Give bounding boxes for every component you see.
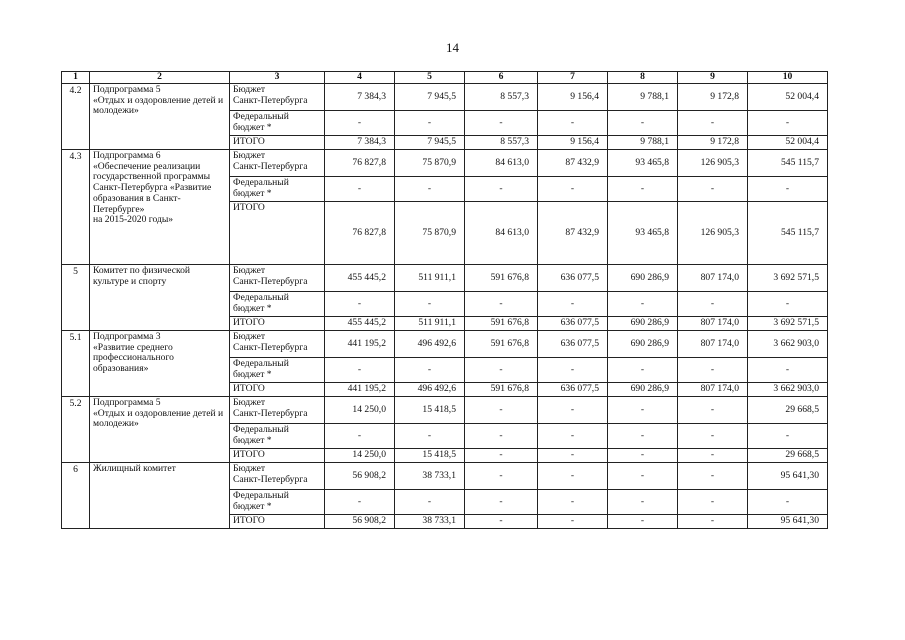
value-cell: - bbox=[748, 292, 828, 317]
value-cell: 87 432,9 bbox=[538, 150, 608, 177]
value-cell: 29 668,5 bbox=[748, 397, 828, 424]
value-cell: - bbox=[538, 111, 608, 136]
value-cell: - bbox=[678, 449, 748, 463]
value-cell: 455 445,2 bbox=[325, 317, 395, 331]
value-cell: 496 492,6 bbox=[395, 331, 465, 358]
value-cell: 496 492,6 bbox=[395, 383, 465, 397]
value-cell: - bbox=[538, 463, 608, 490]
value-cell: - bbox=[678, 111, 748, 136]
value-cell: - bbox=[465, 111, 538, 136]
value-cell: - bbox=[465, 424, 538, 449]
value-cell: - bbox=[678, 397, 748, 424]
funding-source: Бюджет Санкт-Петербурга bbox=[230, 84, 325, 111]
value-cell: - bbox=[395, 292, 465, 317]
value-cell: 76 827,8 bbox=[325, 202, 395, 265]
value-cell: - bbox=[678, 358, 748, 383]
value-cell: - bbox=[465, 449, 538, 463]
funding-source: ИТОГО bbox=[230, 383, 325, 397]
budget-table bbox=[61, 71, 828, 529]
value-cell: 38 733,1 bbox=[395, 463, 465, 490]
column-header-6: 6 bbox=[465, 72, 538, 84]
value-cell: 56 908,2 bbox=[325, 463, 395, 490]
table-row bbox=[62, 397, 828, 424]
value-cell: 591 676,8 bbox=[465, 317, 538, 331]
row-code: 4.2 bbox=[62, 84, 90, 150]
value-cell: 15 418,5 bbox=[395, 449, 465, 463]
value-cell: - bbox=[608, 397, 678, 424]
value-cell: 690 286,9 bbox=[608, 265, 678, 292]
value-cell: - bbox=[678, 424, 748, 449]
value-cell: - bbox=[748, 490, 828, 515]
value-cell: 591 676,8 bbox=[465, 265, 538, 292]
value-cell: 76 827,8 bbox=[325, 150, 395, 177]
value-cell: - bbox=[538, 292, 608, 317]
table-row bbox=[62, 463, 828, 490]
funding-source: Федеральный бюджет * bbox=[230, 177, 325, 202]
value-cell: 93 465,8 bbox=[608, 150, 678, 177]
column-header-9: 9 bbox=[678, 72, 748, 84]
value-cell: 7 945,5 bbox=[395, 136, 465, 150]
funding-source: Бюджет Санкт-Петербурга bbox=[230, 463, 325, 490]
funding-source: Бюджет Санкт-Петербурга bbox=[230, 150, 325, 177]
value-cell: - bbox=[538, 449, 608, 463]
value-cell: 52 004,4 bbox=[748, 136, 828, 150]
value-cell: 807 174,0 bbox=[678, 265, 748, 292]
value-cell: - bbox=[395, 177, 465, 202]
value-cell: - bbox=[538, 515, 608, 529]
page-number: 14 bbox=[446, 40, 459, 55]
funding-source: Федеральный бюджет * bbox=[230, 358, 325, 383]
value-cell: 8 557,3 bbox=[465, 84, 538, 111]
funding-source: ИТОГО bbox=[230, 449, 325, 463]
value-cell: 126 905,3 bbox=[678, 150, 748, 177]
value-cell: - bbox=[678, 177, 748, 202]
value-cell: 807 174,0 bbox=[678, 317, 748, 331]
row-code: 5.1 bbox=[62, 331, 90, 397]
value-cell: - bbox=[608, 449, 678, 463]
value-cell: - bbox=[395, 111, 465, 136]
value-cell: 690 286,9 bbox=[608, 331, 678, 358]
value-cell: - bbox=[395, 490, 465, 515]
value-cell: 7 384,3 bbox=[325, 136, 395, 150]
funding-source: ИТОГО bbox=[230, 317, 325, 331]
funding-source: Бюджет Санкт-Петербурга bbox=[230, 397, 325, 424]
value-cell: 75 870,9 bbox=[395, 150, 465, 177]
column-header-10: 10 bbox=[748, 72, 828, 84]
value-cell: - bbox=[325, 490, 395, 515]
value-cell: - bbox=[678, 490, 748, 515]
value-cell: 690 286,9 bbox=[608, 383, 678, 397]
column-header-7: 7 bbox=[538, 72, 608, 84]
value-cell: 14 250,0 bbox=[325, 449, 395, 463]
table-row bbox=[62, 84, 828, 111]
value-cell: 3 692 571,5 bbox=[748, 265, 828, 292]
value-cell: 9 156,4 bbox=[538, 84, 608, 111]
value-cell: - bbox=[465, 490, 538, 515]
value-cell: - bbox=[465, 463, 538, 490]
value-cell: - bbox=[465, 177, 538, 202]
row-program-name: Жилищный комитет bbox=[90, 463, 230, 529]
value-cell: 84 613,0 bbox=[465, 150, 538, 177]
table-row bbox=[62, 265, 828, 292]
value-cell: 52 004,4 bbox=[748, 84, 828, 111]
value-cell: 9 172,8 bbox=[678, 136, 748, 150]
row-code: 4.3 bbox=[62, 150, 90, 265]
value-cell: 455 445,2 bbox=[325, 265, 395, 292]
funding-source: Федеральный бюджет * bbox=[230, 111, 325, 136]
value-cell: 7 945,5 bbox=[395, 84, 465, 111]
value-cell: 8 557,3 bbox=[465, 136, 538, 150]
value-cell: 545 115,7 bbox=[748, 202, 828, 265]
value-cell: 636 077,5 bbox=[538, 331, 608, 358]
row-program-name: Подпрограмма 6 «Обеспечение реализации государственной программы Санкт-Петербурга «Развитие образования в Санкт-Петербурге» на 2015-2020 годы» bbox=[90, 150, 230, 265]
row-program-name: Подпрограмма 5 «Отдых и оздоровление детей и молодежи» bbox=[90, 84, 230, 150]
funding-source: Бюджет Санкт-Петербурга bbox=[230, 331, 325, 358]
row-code: 5.2 bbox=[62, 397, 90, 463]
value-cell: - bbox=[325, 292, 395, 317]
value-cell: - bbox=[608, 515, 678, 529]
table-body bbox=[62, 84, 828, 529]
value-cell: 591 676,8 bbox=[465, 331, 538, 358]
value-cell: - bbox=[538, 424, 608, 449]
value-cell: 56 908,2 bbox=[325, 515, 395, 529]
value-cell: 690 286,9 bbox=[608, 317, 678, 331]
value-cell: - bbox=[608, 177, 678, 202]
value-cell: - bbox=[325, 424, 395, 449]
value-cell: - bbox=[538, 490, 608, 515]
value-cell: 95 641,30 bbox=[748, 515, 828, 529]
value-cell: - bbox=[608, 424, 678, 449]
value-cell: - bbox=[748, 111, 828, 136]
value-cell: 441 195,2 bbox=[325, 331, 395, 358]
value-cell: 9 788,1 bbox=[608, 136, 678, 150]
value-cell: 511 911,1 bbox=[395, 317, 465, 331]
value-cell: 38 733,1 bbox=[395, 515, 465, 529]
value-cell: 636 077,5 bbox=[538, 317, 608, 331]
value-cell: - bbox=[608, 111, 678, 136]
value-cell: 84 613,0 bbox=[465, 202, 538, 265]
value-cell: 3 662 903,0 bbox=[748, 331, 828, 358]
value-cell: 3 662 903,0 bbox=[748, 383, 828, 397]
value-cell: 591 676,8 bbox=[465, 383, 538, 397]
value-cell: - bbox=[538, 358, 608, 383]
funding-source: Бюджет Санкт-Петербурга bbox=[230, 265, 325, 292]
column-header-8: 8 bbox=[608, 72, 678, 84]
value-cell: - bbox=[748, 424, 828, 449]
value-cell: - bbox=[465, 515, 538, 529]
value-cell: 807 174,0 bbox=[678, 331, 748, 358]
funding-source: ИТОГО bbox=[230, 515, 325, 529]
value-cell: - bbox=[325, 358, 395, 383]
value-cell: 14 250,0 bbox=[325, 397, 395, 424]
value-cell: 29 668,5 bbox=[748, 449, 828, 463]
value-cell: 636 077,5 bbox=[538, 265, 608, 292]
value-cell: 9 156,4 bbox=[538, 136, 608, 150]
value-cell: 9 788,1 bbox=[608, 84, 678, 111]
value-cell: 511 911,1 bbox=[395, 265, 465, 292]
value-cell: - bbox=[608, 358, 678, 383]
value-cell: 95 641,30 bbox=[748, 463, 828, 490]
funding-source: Федеральный бюджет * bbox=[230, 490, 325, 515]
value-cell: 7 384,3 bbox=[325, 84, 395, 111]
value-cell: - bbox=[678, 463, 748, 490]
table-row bbox=[62, 331, 828, 358]
value-cell: 87 432,9 bbox=[538, 202, 608, 265]
value-cell: 636 077,5 bbox=[538, 383, 608, 397]
value-cell: - bbox=[748, 358, 828, 383]
row-program-name: Комитет по физической культуре и спорту bbox=[90, 265, 230, 331]
value-cell: - bbox=[325, 177, 395, 202]
value-cell: - bbox=[678, 515, 748, 529]
value-cell: - bbox=[465, 292, 538, 317]
value-cell: - bbox=[678, 292, 748, 317]
row-program-name: Подпрограмма 3 «Развитие среднего профессионального образования» bbox=[90, 331, 230, 397]
value-cell: - bbox=[608, 463, 678, 490]
row-code: 6 bbox=[62, 463, 90, 529]
funding-source: ИТОГО bbox=[230, 136, 325, 150]
funding-source: Федеральный бюджет * bbox=[230, 292, 325, 317]
funding-source: ИТОГО bbox=[230, 202, 325, 265]
column-header-3: 3 bbox=[230, 72, 325, 84]
funding-source: Федеральный бюджет * bbox=[230, 424, 325, 449]
value-cell: - bbox=[395, 424, 465, 449]
value-cell: 15 418,5 bbox=[395, 397, 465, 424]
header-row bbox=[62, 72, 828, 84]
column-header-5: 5 bbox=[395, 72, 465, 84]
table-row bbox=[62, 150, 828, 177]
value-cell: - bbox=[465, 397, 538, 424]
column-header-1: 1 bbox=[62, 72, 90, 84]
value-cell: - bbox=[608, 292, 678, 317]
value-cell: 545 115,7 bbox=[748, 150, 828, 177]
value-cell: 807 174,0 bbox=[678, 383, 748, 397]
value-cell: - bbox=[325, 111, 395, 136]
value-cell: - bbox=[465, 358, 538, 383]
value-cell: 126 905,3 bbox=[678, 202, 748, 265]
value-cell: - bbox=[608, 490, 678, 515]
row-code: 5 bbox=[62, 265, 90, 331]
value-cell: - bbox=[748, 177, 828, 202]
value-cell: - bbox=[538, 177, 608, 202]
value-cell: 75 870,9 bbox=[395, 202, 465, 265]
column-header-4: 4 bbox=[325, 72, 395, 84]
row-program-name: Подпрограмма 5 «Отдых и оздоровление детей и молодежи» bbox=[90, 397, 230, 463]
column-header-2: 2 bbox=[90, 72, 230, 84]
value-cell: 93 465,8 bbox=[608, 202, 678, 265]
value-cell: - bbox=[395, 358, 465, 383]
value-cell: 9 172,8 bbox=[678, 84, 748, 111]
value-cell: 3 692 571,5 bbox=[748, 317, 828, 331]
value-cell: - bbox=[538, 397, 608, 424]
value-cell: 441 195,2 bbox=[325, 383, 395, 397]
